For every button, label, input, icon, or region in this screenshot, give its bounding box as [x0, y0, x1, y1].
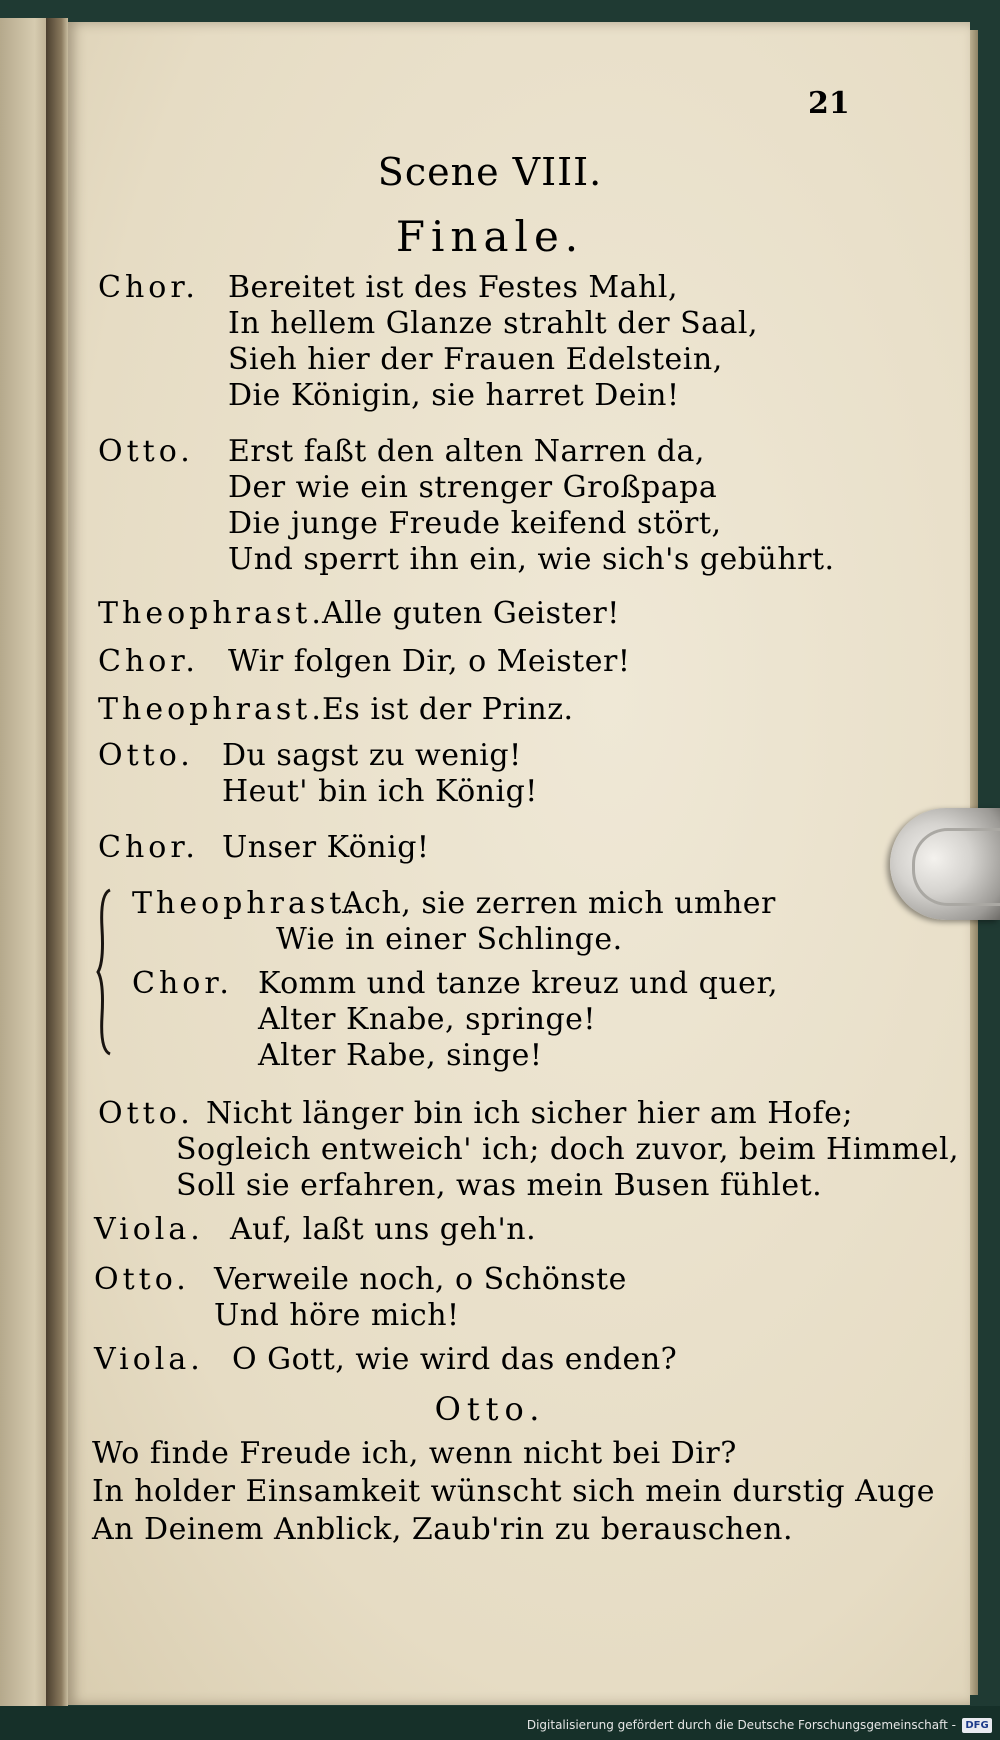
verse-line: Auf, laßt uns geh'n. [230, 1212, 537, 1247]
verse-line: Komm und tanze kreuz und quer, [258, 966, 779, 1001]
verse-line: Wir folgen Dir, o Meister! [228, 644, 631, 679]
verse-line: Heut' bin ich König! [222, 774, 538, 809]
speaker-label: Chor. [132, 966, 233, 1001]
speaker-label: Otto. [98, 738, 194, 773]
final-verse-line: In holder Einsamkeit wünscht sich mein durstig Auge [92, 1474, 936, 1509]
verse-line: Unser König! [222, 830, 430, 865]
verse-line: Die junge Freude keifend stört, [228, 506, 722, 541]
final-verse-line: An Deinem Anblick, Zaub'rin zu berauschen. [92, 1512, 794, 1547]
final-verse-line: Wo finde Freude ich, wenn nicht bei Dir? [92, 1436, 737, 1471]
otto-heading: Otto. [434, 1390, 546, 1428]
speaker-label: Chor. [98, 270, 199, 305]
page-number: 21 [808, 86, 850, 121]
verse-line: Und sperrt ihn ein, wie sich's gebührt. [228, 542, 835, 577]
verse-line: Wie in einer Schlinge. [276, 922, 623, 957]
speaker-label: Viola. [94, 1342, 204, 1377]
verse-line: Ach, sie zerren mich umher [342, 886, 776, 921]
speaker-label: Chor. [98, 644, 199, 679]
verse-line: Soll sie erfahren, was mein Busen fühlet. [176, 1168, 823, 1203]
scene-title: Scene VIII. [377, 150, 603, 194]
speaker-label: Theophrast. [98, 596, 325, 631]
speaker-label: Otto. [98, 434, 194, 469]
speaker-label: Viola. [94, 1212, 204, 1247]
finale-title: Finale. [395, 212, 585, 261]
verse-line: In hellem Glanze strahlt der Saal, [228, 306, 759, 341]
verse-line: Erst faßt den alten Narren da, [228, 434, 705, 469]
verse-line: O Gott, wie wird das enden? [232, 1342, 678, 1377]
brace-bracket [96, 888, 112, 1056]
speaker-label: Otto. [94, 1262, 190, 1297]
verse-line: Verweile noch, o Schönste [214, 1262, 627, 1297]
verse-line: Sogleich entweich' ich; doch zuvor, beim Himmel, [176, 1132, 960, 1167]
verse-line: Der wie ein strenger Großpapa [228, 470, 718, 505]
book-spine [46, 18, 68, 1723]
speaker-label: Theophrast. [98, 692, 325, 727]
verse-line: Sieh hier der Frauen Edelstein, [228, 342, 723, 377]
verse-line: Bereitet ist des Festes Mahl, [228, 270, 678, 305]
verse-line: Du sagst zu wenig! [222, 738, 522, 773]
verse-line: Nicht länger bin ich sicher hier am Hofe; [206, 1096, 853, 1131]
verse-line: Die Königin, sie harret Dein! [228, 378, 680, 413]
verse-line: Alter Knabe, springe! [258, 1002, 596, 1037]
dfg-logo: DFG [962, 1718, 992, 1733]
page-clip-loop [912, 828, 1000, 906]
speaker-label: Otto. [98, 1096, 194, 1131]
verse-line: Alle guten Geister! [322, 596, 620, 631]
verse-line: Es ist der Prinz. [322, 692, 574, 727]
speaker-label: Chor. [98, 830, 199, 865]
verse-line: Und höre mich! [214, 1298, 460, 1333]
verse-line: Alter Rabe, singe! [258, 1038, 543, 1073]
digitization-credit: Digitalisierung gefördert durch die Deutsche Forschungsgemeinschaft - [526, 1718, 956, 1732]
speaker-label: Theophrast. [132, 886, 359, 921]
